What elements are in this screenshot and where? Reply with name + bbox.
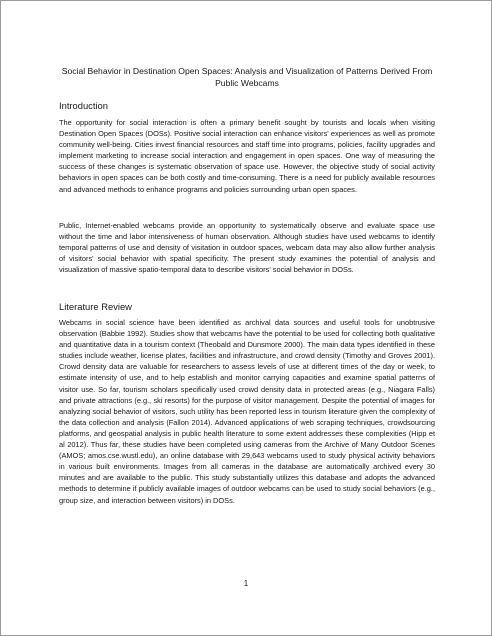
paper-title: Social Behavior in Destination Open Spaces: Analysis and Visualization of Patterns Derived From Public Webcams (61, 66, 433, 88)
page-number: 1 (243, 579, 249, 588)
section-heading-literature-review: Literature Review (59, 301, 132, 312)
literature-review-paragraph-1: Webcams in social science have been identified as archival data sources and useful tools for unobtrusive observation (Babbie 1992). Studies show that webcams have the potential to be used for collecting both qualitative and quantitative data in a tourism context (Theobald and Dunsmore 2000). The main data types identified in these studies include weather, license plates, facilities and infrastructure, and crowd density (Timothy and Groves 2001). Crowd density data are valuable for researchers to assess levels of use at different times of the day or week, to estimate intensity of use, and to help establish and monitor carrying capacities and examine spatial patterns of visitor use. So far, tourism scholars specifically used crowd density data in protected areas (e.g., Niagara Falls) and private attractions (e.g., ski resorts) for the purpose of visitor management. Despite the potential of images for analyzing social behavior of visitors, such utility has been reported less in tourism literature given the complexity of the data collection and analysis (Fallon 2014). Advanced applications of web scraping techniques, crowdsourcing platforms, and geospatial analysis in public health literature to some extent addresses these complexities (Hipp et al 2012). Thus far, these studies have been completed using cameras from the Archive of Many Outdoor Scenes (AMOS; amos.cse.wustl.edu), an online database with 29,643 webcams used to study physical activity behaviors in various built environments. Images from all cameras in the database are automatically archived every 30 minutes and are available to the public. This study substantially utilizes this database and adopts the advanced methods to determine if publicly available images of outdoor webcams can be used to study social behaviors (e.g., group size, and interaction between visitors) in DOSs. (59, 318, 435, 505)
section-heading-introduction: Introduction (59, 100, 108, 111)
introduction-paragraph-1: The opportunity for social interaction is often a primary benefit sought by tourists and locals when visiting Destination Open Spaces (DOSs). Positive social interaction can enhance visitors' experiences as well as promote community well-being. Cities invest financial resources and staff time into programs, policies, facility upgrades and implement marketing to increase social interaction and engagement in open spaces. One way of measuring the success of these changes is systematic observation of space use. However, the objective study of social activity behaviors in open spaces can be both costly and time-consuming. There is a need for publicly available resources and advanced methods to enhance programs and policies surrounding urban open spaces. (59, 118, 435, 194)
introduction-paragraph-2: Public, Internet-enabled webcams provide an opportunity to systematically observe and evaluate space use without the time and labor intensiveness of human observation. Although studies have used webcams to identify temporal patterns of use and density of visitation in outdoor spaces, webcam data may also allow further analysis of visitors' social behavior with spatial specificity. The present study examines the potential of analysis and visualization of massive spatio-temporal data to describe visitors' social behavior in DOSs. (59, 221, 435, 275)
